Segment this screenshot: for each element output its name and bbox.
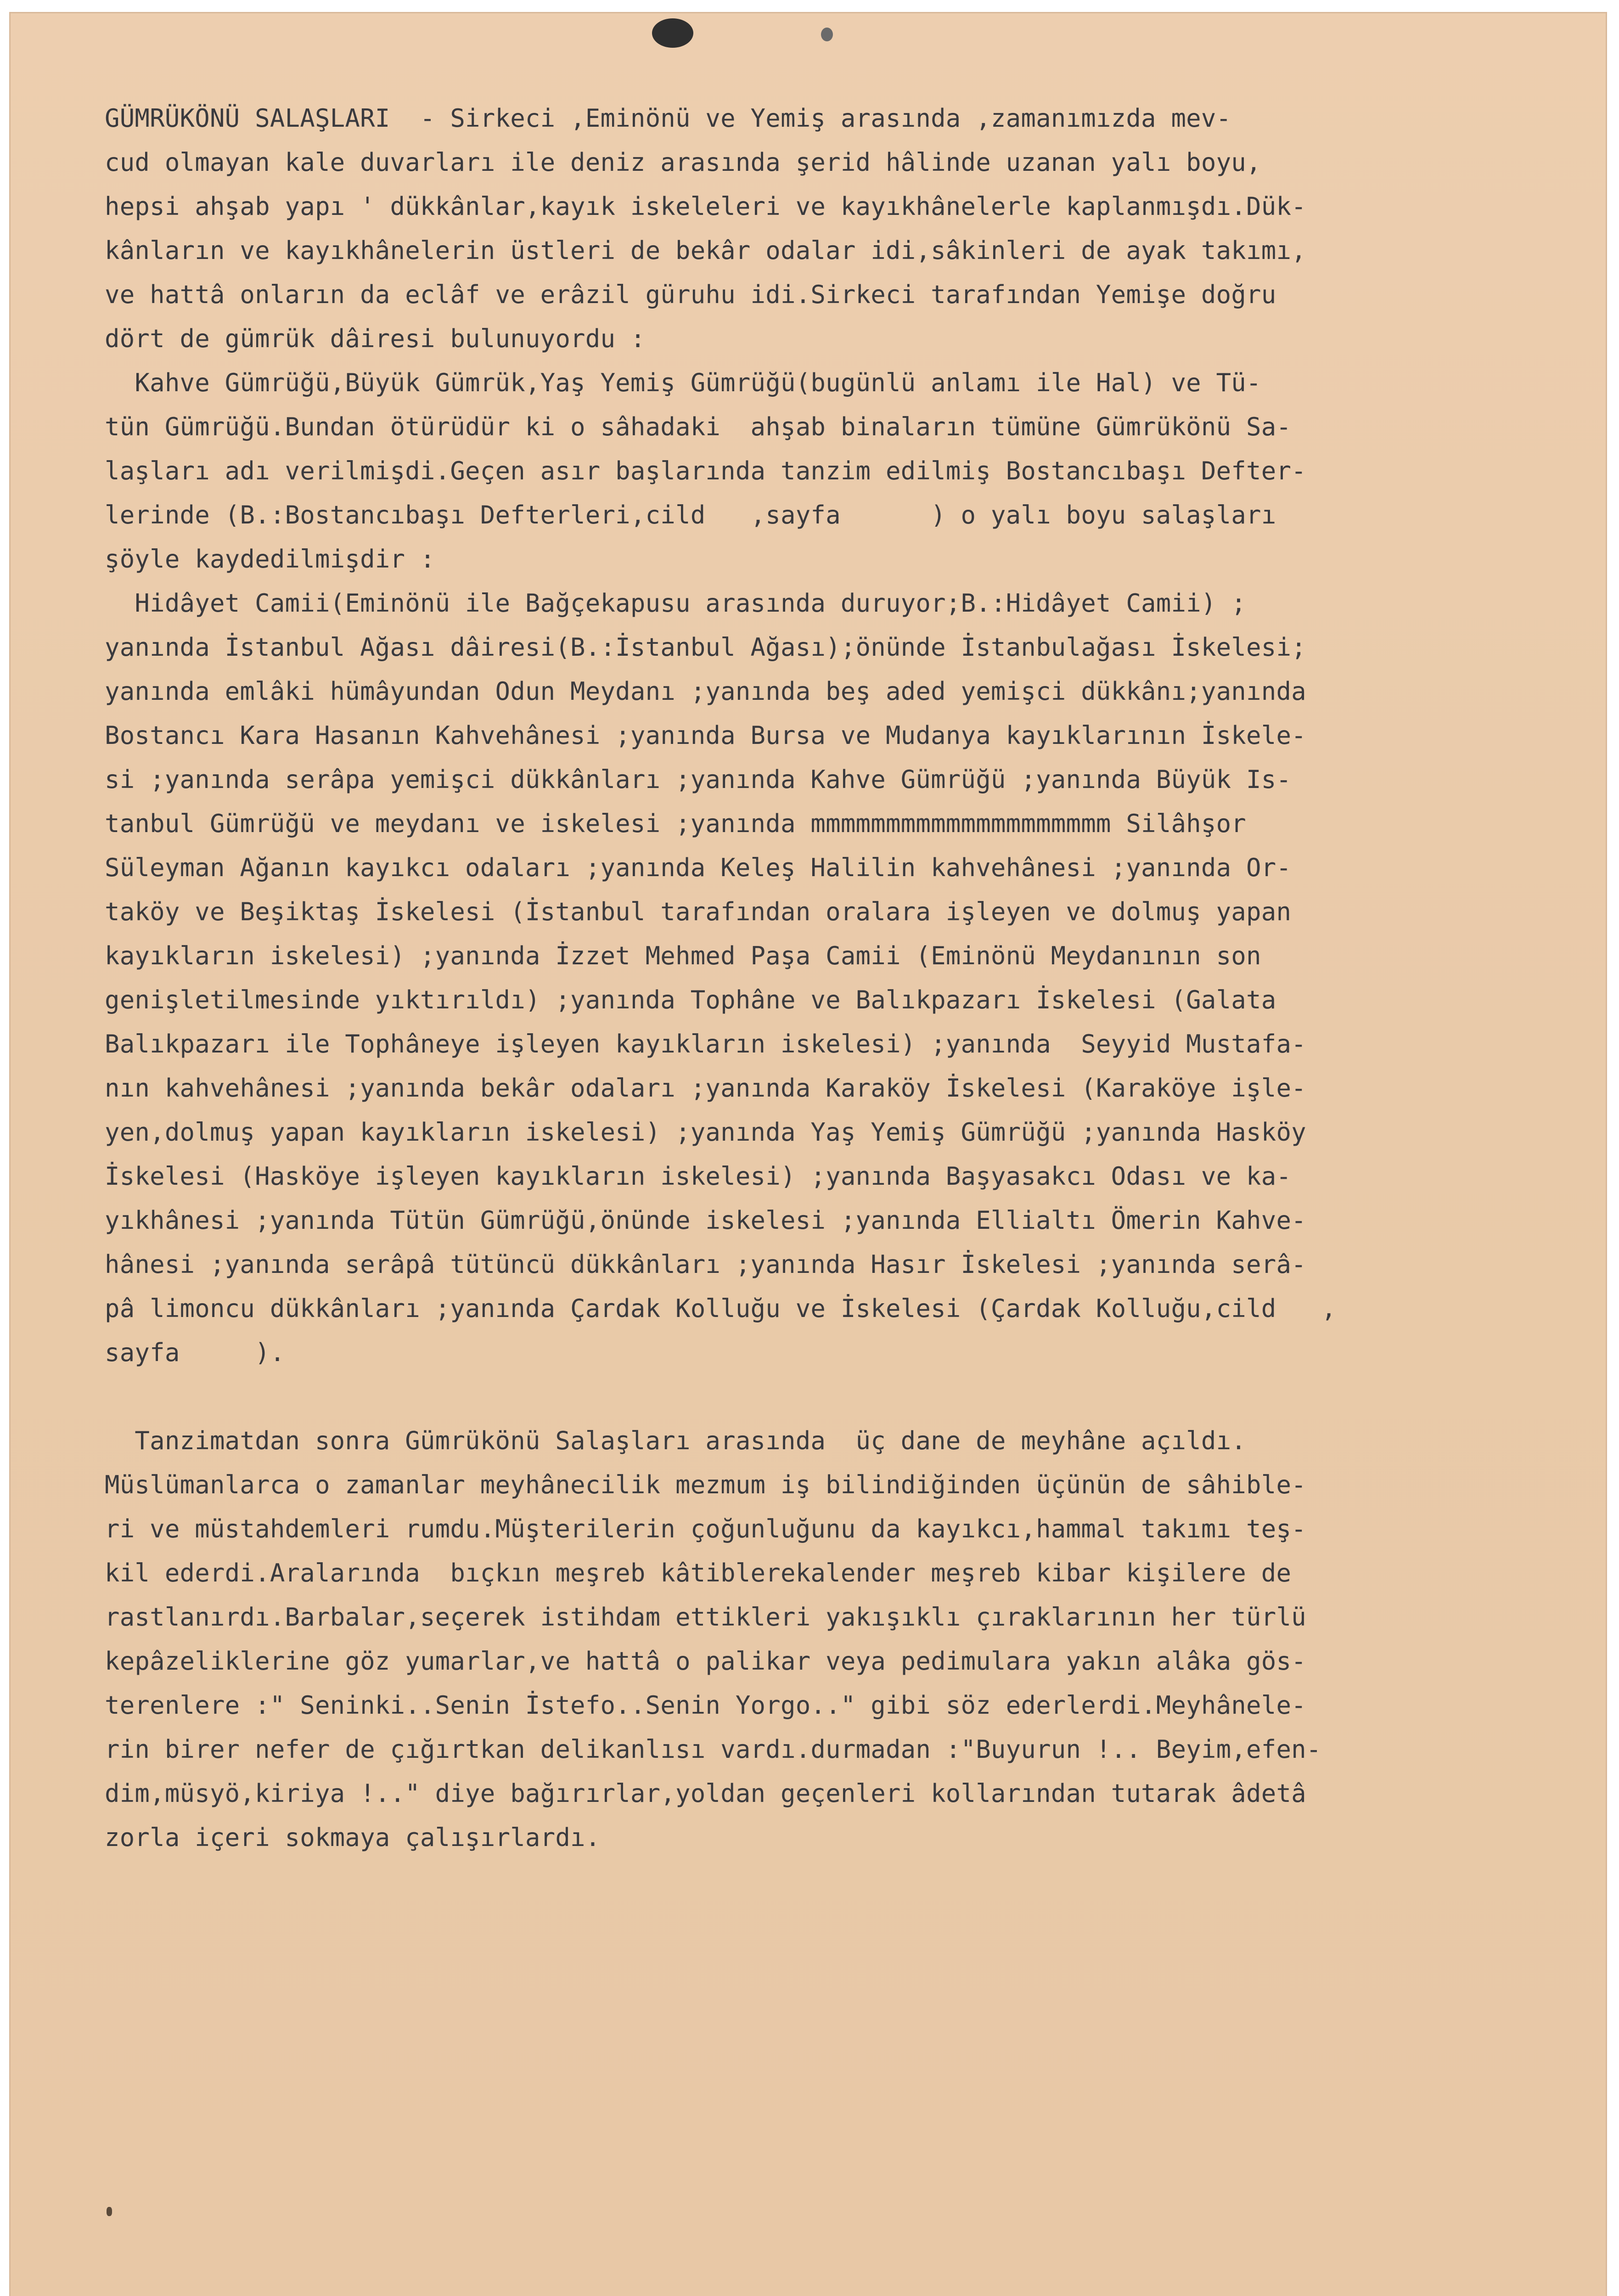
text-line: Tanzimatdan sonra Gümrükönü Salaşları arasında üç dane de meyhâne açıldı. (105, 1426, 1247, 1455)
text-line: yanında emlâki hümâyundan Odun Meydanı ;yanında beş aded yemişci dükkânı;yanında (105, 677, 1306, 706)
text-line: kil ederdi.Aralarında bıçkın meşreb kâtiblerekalender meşreb kibar kişilere de (105, 1559, 1292, 1587)
paragraph-gap (105, 1375, 1560, 1419)
text-line: yanında İstanbul Ağası dâiresi(B.:İstanbul Ağası);önünde İstanbulağası İskelesi; (105, 633, 1306, 662)
text-line: zorla içeri sokmaya çalışırlardı. (105, 1823, 601, 1852)
paragraph (105, 1419, 1560, 1860)
paragraph (105, 361, 1560, 581)
text-line: kayıkların iskelesi) ;yanında İzzet Mehmed Paşa Camii (Eminönü Meydanının son (105, 941, 1261, 970)
text-line: Müslümanlarca o zamanlar meyhânecilik mezmum iş bilindiğinden üçünün de sâhible- (105, 1470, 1306, 1499)
text-line: şöyle kaydedilmişdir : (105, 545, 435, 574)
punch-hole (652, 18, 693, 48)
text-line: hânesi ;yanında serâpâ tütüncü dükkânları ;yanında Hasır İskelesi ;yanında serâ- (105, 1250, 1306, 1279)
text-line: dört de gümrük dâiresi bulunuyordu : (105, 324, 646, 353)
typewritten-text (105, 96, 1560, 1860)
text-line: hepsi ahşab yapı ' dükkânlar,kayık iskeleleri ve kayıkhânelerle kaplanmışdı.Dük- (105, 192, 1306, 221)
text-line: dim,müsyö,kiriya !.." diye bağırırlar,yoldan geçenleri kollarından tutarak âdetâ (105, 1779, 1306, 1808)
text-line: laşları adı verilmişdi.Geçen asır başlarında tanzim edilmiş Bostancıbaşı Defter- (105, 456, 1306, 485)
text-line: kepâzeliklerine göz yumarlar,ve hattâ o palikar veya pedimulara yakın alâka gös- (105, 1647, 1306, 1676)
text-line: lerinde (B.:Bostancıbaşı Defterleri,cild ,sayfa ) o yalı boyu salaşları (105, 501, 1276, 529)
punch-hole-small (821, 28, 833, 41)
text-line: sayfa ). (105, 1338, 285, 1367)
text-line: ri ve müstahdemleri rumdu.Müşterilerin çoğunluğunu da kayıkcı,hammal takımı teş- (105, 1514, 1306, 1543)
text-line: ve hattâ onların da eclâf ve erâzil güruhu idi.Sirkeci tarafından Yemişe doğru (105, 280, 1276, 309)
text-line: Hidâyet Camii(Eminönü ile Bağçekapusu arasında duruyor;B.:Hidâyet Camii) ; (105, 589, 1247, 618)
paper-speck (107, 2207, 112, 2216)
text-line: Süleyman Ağanın kayıkcı odaları ;yanında Keleş Halilin kahvehânesi ;yanında Or- (105, 853, 1292, 882)
text-line: İskelesi (Hasköye işleyen kayıkların iskelesi) ;yanında Başyasakcı Odası ve ka- (105, 1162, 1292, 1191)
text-line: Bostancı Kara Hasanın Kahvehânesi ;yanında Bursa ve Mudanya kayıklarının İskele- (105, 721, 1306, 750)
text-line: GÜMRÜKÖNÜ SALAŞLARI - Sirkeci ,Eminönü ve Yemiş arasında ,zamanımızda mev- (105, 104, 1231, 133)
paragraph (105, 581, 1560, 1375)
text-line: taköy ve Beşiktaş İskelesi (İstanbul tarafından oralara işleyen ve dolmuş yapan (105, 897, 1292, 926)
text-line: Balıkpazarı ile Tophâneye işleyen kayıkların iskelesi) ;yanında Seyyid Mustafa- (105, 1030, 1306, 1058)
text-line: tün Gümrüğü.Bundan ötürüdür ki o sâhadaki ahşab binaların tümüne Gümrükönü Sa- (105, 412, 1292, 441)
text-line: Kahve Gümrüğü,Büyük Gümrük,Yaş Yemiş Gümrüğü(bugünlü anlamı ile Hal) ve Tü- (105, 368, 1261, 397)
text-line: kânların ve kayıkhânelerin üstleri de bekâr odalar idi,sâkinleri de ayak takımı, (105, 236, 1306, 265)
paragraph (105, 96, 1560, 361)
text-line: yıkhânesi ;yanında Tütün Gümrüğü,önünde iskelesi ;yanında Ellialtı Ömerin Kahve- (105, 1206, 1306, 1235)
text-line: yen,dolmuş yapan kayıkların iskelesi) ;yanında Yaş Yemiş Gümrüğü ;yanında Hasköy (105, 1118, 1306, 1147)
text-line: pâ limoncu dükkânları ;yanında Çardak Kolluğu ve İskelesi (Çardak Kolluğu,cild , (105, 1294, 1337, 1323)
text-line: rin birer nefer de çığırtkan delikanlısı vardı.durmadan :"Buyurun !.. Beyim,efen- (105, 1735, 1321, 1764)
text-line: tanbul Gümrüğü ve meydanı ve iskelesi ;yanında mmmmmmmmmmmmmmmmmmmm Silâhşor (105, 809, 1247, 838)
text-line: cud olmayan kale duvarları ile deniz arasında şerid hâlinde uzanan yalı boyu, (105, 148, 1261, 177)
text-line: terenlere :" Seninki..Senin İstefo..Senin Yorgo.." gibi söz ederlerdi.Meyhânele- (105, 1691, 1306, 1720)
text-line: nın kahvehânesi ;yanında bekâr odaları ;yanında Karaköy İskelesi (Karaköye işle- (105, 1074, 1306, 1103)
text-line: rastlanırdı.Barbalar,seçerek istihdam ettikleri yakışıklı çıraklarının her türlü (105, 1603, 1306, 1632)
text-line: si ;yanında serâpa yemişci dükkânları ;yanında Kahve Gümrüğü ;yanında Büyük Is- (105, 765, 1292, 794)
text-line: genişletilmesinde yıktırıldı) ;yanında Tophâne ve Balıkpazarı İskelesi (Galata (105, 985, 1276, 1014)
